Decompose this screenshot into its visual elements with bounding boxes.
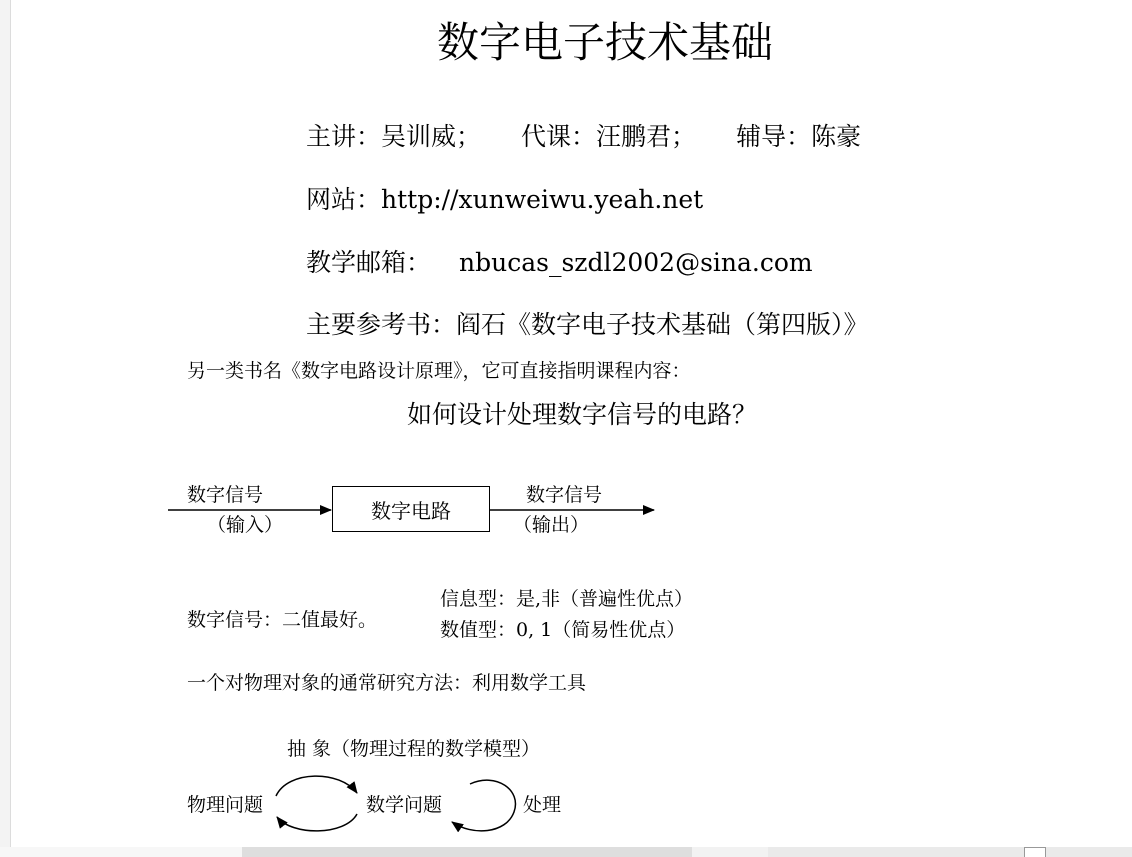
substitute-name: 汪鹏君； <box>596 122 697 151</box>
input-signal-sub: （输入） <box>207 514 284 536</box>
method-text: 一个对物理对象的通常研究方法：利用数学工具 <box>187 672 587 694</box>
lecturer-name: 吴训威； <box>381 122 482 151</box>
substitute-label: 代课： <box>521 122 597 151</box>
page-title: 数字电子技术基础 <box>436 18 773 67</box>
website-label: 网站： <box>306 185 382 214</box>
lecturer-label: 主讲： <box>306 122 382 151</box>
email-label: 教学邮箱： <box>306 248 432 277</box>
website-link[interactable]: http://xunweiwu.yeah.net <box>381 185 704 214</box>
numeric-type-text: 数值型：0, 1（简易性优点） <box>440 619 686 641</box>
abstraction-arrow-top <box>276 776 357 796</box>
email-address[interactable]: nbucas_szdl2002@sina.com <box>459 248 813 277</box>
processing-label: 处理 <box>523 794 562 816</box>
processing-loop-arrow <box>452 780 515 831</box>
tutor-label: 辅导： <box>736 122 812 151</box>
output-signal-sub: （输出） <box>513 514 590 536</box>
scrollbar-track-right <box>692 847 768 857</box>
alt-book-note: 另一类书名《数字电路设计原理》，它可直接指明课程内容： <box>187 360 691 382</box>
output-signal-label: 数字信号 <box>526 484 603 506</box>
math-problem-label: 数学问题 <box>366 794 443 816</box>
info-type-text: 信息型：是,非（普遍性优点） <box>440 588 694 610</box>
reference-book: 主要参考书：阎石《数字电子技术基础（第四版）》 <box>306 310 869 339</box>
abstraction-label: 抽 象（物理过程的数学模型） <box>287 738 541 760</box>
tutor-name: 陈豪 <box>811 122 862 151</box>
digital-circuit-label: 数字电路 <box>371 498 451 523</box>
signal-best-text: 数字信号：二值最好。 <box>187 609 378 631</box>
abstraction-arrow-bottom <box>277 814 357 831</box>
scrollbar-track-left <box>0 847 242 857</box>
physical-problem-label: 物理问题 <box>187 794 264 816</box>
horizontal-scrollbar[interactable] <box>0 847 1132 857</box>
scrollbar-thumb[interactable] <box>242 847 692 857</box>
course-question: 如何设计处理数字信号的电路？ <box>407 400 758 429</box>
digital-circuit-box <box>332 486 490 532</box>
resize-grip-icon[interactable] <box>1024 847 1046 857</box>
input-signal-label: 数字信号 <box>187 484 264 506</box>
